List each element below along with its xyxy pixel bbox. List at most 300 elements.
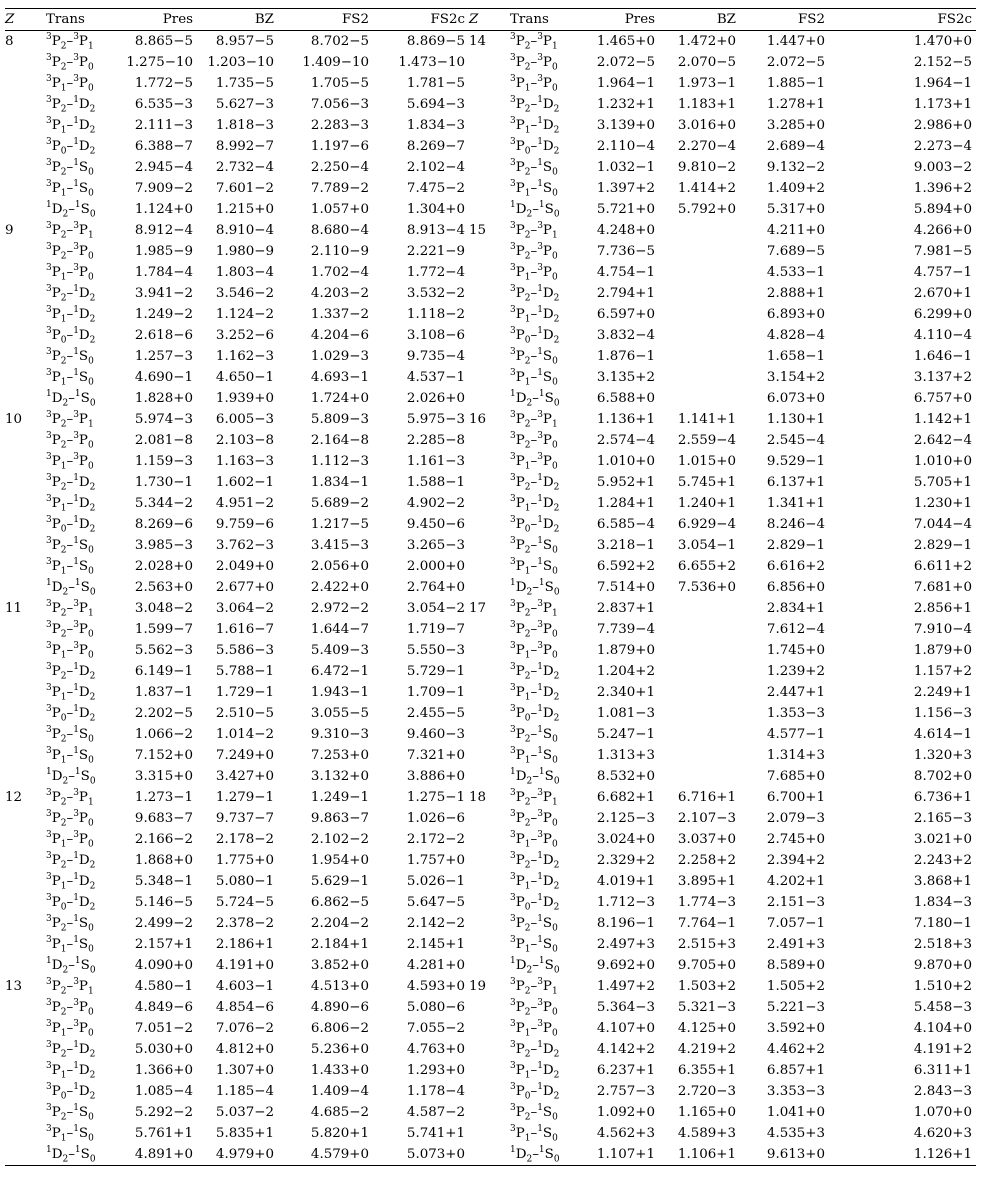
bz-value: 5.788−1 xyxy=(215,664,274,679)
transition-dash: – xyxy=(530,139,538,154)
multiplicity-upper: 3 xyxy=(510,661,516,672)
transition-label xyxy=(44,1144,114,1166)
z-cell xyxy=(5,262,44,283)
transition-label xyxy=(508,1081,576,1102)
pres-value: 5.030+0 xyxy=(134,1042,193,1057)
bz-value: 7.249+0 xyxy=(215,748,274,763)
transition-dash: – xyxy=(530,349,538,364)
fs2-value: 2.072−5 xyxy=(766,55,825,70)
transition-dash: – xyxy=(66,97,74,112)
j-lower: 0 xyxy=(551,629,558,640)
term-lower: P xyxy=(78,811,88,826)
j-upper: 1 xyxy=(60,1070,67,1081)
transition-dash: – xyxy=(530,118,538,133)
z-cell xyxy=(5,829,44,850)
transition-label xyxy=(508,745,576,766)
transition-label xyxy=(44,430,114,451)
term-upper: P xyxy=(51,1126,61,1141)
multiplicity-lower: 1 xyxy=(537,682,543,693)
multiplicity-upper: 1 xyxy=(510,388,516,399)
j-upper: 2 xyxy=(524,860,531,871)
transition-label xyxy=(44,493,114,514)
z-cell xyxy=(5,325,44,346)
fs2-value: 1.112−3 xyxy=(310,454,369,469)
transition-label xyxy=(44,598,114,619)
bz-value: 6.355+1 xyxy=(677,1063,736,1078)
multiplicity-lower: 3 xyxy=(73,430,79,441)
multiplicity-lower: 1 xyxy=(73,325,79,336)
z-cell xyxy=(5,136,44,157)
transition-dash: – xyxy=(530,664,538,679)
j-lower: 0 xyxy=(552,944,558,955)
pres-value: 8.269−6 xyxy=(134,517,193,532)
j-lower: 2 xyxy=(89,902,96,913)
j-lower: 1 xyxy=(551,419,558,430)
fs2c-value: 4.281+0 xyxy=(406,958,465,973)
z-cell xyxy=(469,955,508,976)
pres-value: 1.599−7 xyxy=(134,622,193,637)
bz-value: 3.252−6 xyxy=(215,328,274,343)
z-cell xyxy=(469,241,508,262)
j-lower: 0 xyxy=(552,734,558,745)
z-cell xyxy=(469,871,508,892)
z-cell xyxy=(5,892,44,913)
multiplicity-upper: 3 xyxy=(46,157,52,168)
table-row xyxy=(5,556,976,577)
multiplicity-lower: 3 xyxy=(537,220,543,231)
multiplicity-upper: 3 xyxy=(46,829,52,840)
multiplicity-lower: 1 xyxy=(537,535,543,546)
term-lower: P xyxy=(78,244,88,259)
multiplicity-upper: 3 xyxy=(46,283,52,294)
term-lower: S xyxy=(542,160,553,175)
j-upper: 2 xyxy=(524,797,531,808)
pres-value: 8.865−5 xyxy=(134,34,193,49)
transition-label xyxy=(508,430,576,451)
transition-label xyxy=(508,892,576,913)
bz-value xyxy=(659,346,740,367)
z-cell xyxy=(469,514,508,535)
j-upper: 2 xyxy=(60,608,67,619)
fs2-column-header: FS2 xyxy=(798,12,825,27)
transition-dash: – xyxy=(530,538,538,553)
transition-dash: – xyxy=(530,1021,538,1036)
j-upper: 0 xyxy=(524,146,531,157)
fs2-value: 7.685+0 xyxy=(766,769,825,784)
term-lower: S xyxy=(542,349,553,364)
bz-value xyxy=(659,262,740,283)
j-lower: 0 xyxy=(89,1154,96,1165)
transition-label xyxy=(508,493,576,514)
z-cell xyxy=(5,514,44,535)
j-upper: 2 xyxy=(60,986,67,997)
multiplicity-upper: 3 xyxy=(510,514,516,525)
fs2-value: 5.221−3 xyxy=(766,1000,825,1015)
multiplicity-lower: 3 xyxy=(537,52,543,63)
term-lower: D xyxy=(78,664,90,679)
bz-value: 1.735−5 xyxy=(215,76,274,91)
bz-value: 1.775+0 xyxy=(215,853,274,868)
fs2c-value: 2.273−4 xyxy=(913,139,972,154)
transition-label xyxy=(508,367,576,388)
transition-dash: – xyxy=(66,874,74,889)
term-upper: P xyxy=(51,1084,61,1099)
multiplicity-upper: 1 xyxy=(46,1144,52,1155)
z-cell xyxy=(5,157,44,178)
j-upper: 2 xyxy=(524,440,531,451)
bz-value: 2.378−2 xyxy=(215,916,274,931)
fs2c-value: 3.054−2 xyxy=(406,601,465,616)
j-lower: 2 xyxy=(553,125,560,136)
transition-label xyxy=(508,976,576,997)
j-upper: 2 xyxy=(526,1154,533,1165)
term-lower: D xyxy=(542,853,554,868)
bz-column-header: BZ xyxy=(716,12,736,27)
z-cell xyxy=(5,73,44,94)
term-upper: P xyxy=(51,370,61,385)
term-lower: D xyxy=(542,1063,554,1078)
fs2-value: 1.353−3 xyxy=(766,706,825,721)
z-cell xyxy=(5,283,44,304)
pres-value: 1.273−1 xyxy=(134,790,193,805)
transition-dash: – xyxy=(68,769,75,784)
term-upper: P xyxy=(51,349,61,364)
j-upper: 1 xyxy=(60,125,67,136)
term-upper: P xyxy=(51,538,61,553)
term-lower: S xyxy=(544,958,554,973)
j-upper: 1 xyxy=(60,461,67,472)
bz-value xyxy=(659,283,740,304)
j-lower: 0 xyxy=(88,944,94,955)
j-upper: 2 xyxy=(526,209,533,220)
multiplicity-upper: 3 xyxy=(510,1102,516,1113)
multiplicity-lower: 1 xyxy=(537,283,543,294)
term-upper: P xyxy=(51,895,61,910)
pres-value: 2.072−5 xyxy=(596,55,655,70)
multiplicity-lower: 3 xyxy=(73,976,79,987)
transition-label xyxy=(44,472,114,493)
fs2-value: 5.689−2 xyxy=(310,496,369,511)
transition-label xyxy=(508,451,576,472)
bz-value: 7.536+0 xyxy=(677,580,736,595)
multiplicity-lower: 1 xyxy=(537,493,543,504)
j-lower: 2 xyxy=(89,335,96,346)
transition-label xyxy=(508,556,576,577)
fs2-value: 4.890−6 xyxy=(310,1000,369,1015)
multiplicity-upper: 1 xyxy=(46,577,52,588)
multiplicity-lower: 1 xyxy=(537,94,543,105)
fs2c-value: 1.142+1 xyxy=(913,412,972,427)
bz-value: 1.240+1 xyxy=(677,496,736,511)
pres-value: 8.912−4 xyxy=(134,223,193,238)
pres-value: 6.535−3 xyxy=(134,97,193,112)
table-row xyxy=(5,619,976,640)
fs2-value: 1.337−2 xyxy=(310,307,369,322)
pres-value: 5.974−3 xyxy=(134,412,193,427)
multiplicity-upper: 1 xyxy=(510,199,516,210)
bz-value: 1.203−10 xyxy=(207,55,274,70)
multiplicity-upper: 1 xyxy=(46,199,52,210)
multiplicity-lower: 1 xyxy=(73,1039,79,1050)
fs2c-value: 1.156−3 xyxy=(913,706,972,721)
j-lower: 0 xyxy=(87,818,94,829)
fs2-value: 5.820+1 xyxy=(310,1126,369,1141)
term-upper: P xyxy=(51,727,61,742)
bz-value: 8.992−7 xyxy=(215,139,274,154)
bz-value xyxy=(659,745,740,766)
fs2c-value: 1.320+3 xyxy=(913,748,972,763)
multiplicity-lower: 1 xyxy=(73,535,79,546)
j-upper: 2 xyxy=(524,419,531,430)
multiplicity-lower: 1 xyxy=(537,745,543,756)
bz-value: 5.627−3 xyxy=(215,97,274,112)
bz-value: 1.774−3 xyxy=(677,895,736,910)
pres-value: 2.110−4 xyxy=(596,139,655,154)
term-lower: P xyxy=(78,76,88,91)
multiplicity-upper: 3 xyxy=(46,703,52,714)
multiplicity-upper: 3 xyxy=(46,1060,52,1071)
j-lower: 0 xyxy=(553,209,560,220)
multiplicity-lower: 1 xyxy=(537,178,543,189)
fs2c-value: 1.304+0 xyxy=(406,202,465,217)
pres-value: 7.909−2 xyxy=(134,181,193,196)
fs2-value: 7.689−5 xyxy=(766,244,825,259)
multiplicity-upper: 3 xyxy=(46,598,52,609)
j-upper: 2 xyxy=(60,629,67,640)
z-column-header: Z xyxy=(5,12,15,27)
j-lower: 0 xyxy=(552,188,558,199)
fs2-value: 2.164−8 xyxy=(310,433,369,448)
term-lower: P xyxy=(542,454,552,469)
j-lower: 2 xyxy=(553,671,560,682)
pres-value: 5.247−1 xyxy=(596,727,655,742)
multiplicity-lower: 3 xyxy=(537,241,543,252)
z-cell xyxy=(469,913,508,934)
bz-value: 1.183+1 xyxy=(677,97,736,112)
multiplicity-upper: 3 xyxy=(46,1081,52,1092)
transition-dash: – xyxy=(530,1105,538,1120)
transition-dash: – xyxy=(66,76,74,91)
j-lower: 1 xyxy=(87,797,94,808)
term-lower: P xyxy=(78,454,88,469)
fs2c-value: 1.510+2 xyxy=(913,979,972,994)
term-upper: P xyxy=(51,748,61,763)
j-lower: 2 xyxy=(89,692,96,703)
multiplicity-lower: 1 xyxy=(73,934,79,945)
term-upper: P xyxy=(515,601,525,616)
j-upper: 1 xyxy=(60,503,67,514)
term-lower: P xyxy=(542,622,552,637)
j-lower: 2 xyxy=(89,146,96,157)
j-upper: 2 xyxy=(524,818,531,829)
multiplicity-upper: 3 xyxy=(510,220,516,231)
bz-value: 1.015+0 xyxy=(677,454,736,469)
bz-value: 1.472+0 xyxy=(677,34,736,49)
fs2c-value: 1.470+0 xyxy=(913,34,972,49)
j-lower: 0 xyxy=(87,272,94,283)
bz-value: 3.016+0 xyxy=(677,118,736,133)
term-lower: P xyxy=(78,265,88,280)
multiplicity-lower: 1 xyxy=(73,892,79,903)
fs2c-value: 4.620+3 xyxy=(913,1126,972,1141)
transition-label xyxy=(508,1060,576,1081)
multiplicity-upper: 3 xyxy=(46,325,52,336)
pres-value: 1.712−3 xyxy=(596,895,655,910)
bz-value: 2.070−5 xyxy=(677,55,736,70)
multiplicity-lower: 1 xyxy=(537,703,543,714)
fs2-value: 1.029−3 xyxy=(310,349,369,364)
term-lower: P xyxy=(542,433,552,448)
bz-value: 2.559−4 xyxy=(677,433,736,448)
term-upper: P xyxy=(515,139,525,154)
j-lower: 0 xyxy=(552,923,558,934)
fs2c-value: 2.642−4 xyxy=(913,433,972,448)
term-upper: D xyxy=(51,391,63,406)
term-upper: P xyxy=(515,832,525,847)
bz-value: 4.589+3 xyxy=(677,1126,736,1141)
pres-value: 1.232+1 xyxy=(596,97,655,112)
table-row xyxy=(5,493,976,514)
multiplicity-lower: 1 xyxy=(538,1144,545,1155)
transition-label xyxy=(508,31,576,53)
j-lower: 2 xyxy=(553,146,560,157)
pres-value: 1.159−3 xyxy=(134,454,193,469)
pres-value: 1.772−5 xyxy=(134,76,193,91)
z-cell xyxy=(469,640,508,661)
transition-dash: – xyxy=(66,223,74,238)
fs2c-value: 1.396+2 xyxy=(913,181,972,196)
z-cell xyxy=(469,1060,508,1081)
j-upper: 2 xyxy=(60,482,67,493)
term-lower: D xyxy=(78,139,90,154)
term-lower: D xyxy=(78,685,90,700)
bz-value: 4.191+0 xyxy=(215,958,274,973)
z-cell xyxy=(5,766,44,787)
z-cell: 15 xyxy=(469,223,487,238)
pres-value: 3.315+0 xyxy=(134,769,193,784)
j-upper: 2 xyxy=(60,167,67,178)
transition-dash: – xyxy=(530,181,538,196)
fs2-value: 6.806−2 xyxy=(310,1021,369,1036)
term-upper: P xyxy=(51,1000,61,1015)
table-row xyxy=(5,808,976,829)
fs2c-value: 7.180−1 xyxy=(913,916,972,931)
j-lower: 0 xyxy=(552,566,558,577)
bz-column-header: BZ xyxy=(254,12,274,27)
transition-dash: – xyxy=(66,685,74,700)
table-row xyxy=(5,703,976,724)
transition-dash: – xyxy=(68,580,75,595)
bz-value: 5.586−3 xyxy=(215,643,274,658)
term-lower: D xyxy=(78,1063,90,1078)
fs2c-value: 6.757+0 xyxy=(913,391,972,406)
j-upper: 2 xyxy=(524,1007,531,1018)
pres-value: 6.682+1 xyxy=(596,790,655,805)
multiplicity-lower: 1 xyxy=(74,955,81,966)
fs2-value: 6.893+0 xyxy=(766,307,825,322)
multiplicity-upper: 1 xyxy=(510,1144,516,1155)
transition-dash: – xyxy=(66,937,74,952)
multiplicity-upper: 3 xyxy=(46,640,52,651)
transition-dash: – xyxy=(530,916,538,931)
transition-dash: – xyxy=(530,937,538,952)
j-lower: 2 xyxy=(553,293,560,304)
pres-value: 5.721+0 xyxy=(596,202,655,217)
transition-label xyxy=(508,1144,576,1166)
j-lower: 2 xyxy=(553,314,560,325)
term-upper: P xyxy=(515,706,525,721)
fs2-value: 6.616+2 xyxy=(766,559,825,574)
term-lower: P xyxy=(542,223,552,238)
z-cell xyxy=(5,745,44,766)
fs2c-value: 2.152−5 xyxy=(913,55,972,70)
term-lower: D xyxy=(542,475,554,490)
transition-label xyxy=(44,220,114,241)
z-cell xyxy=(469,1081,508,1102)
multiplicity-upper: 3 xyxy=(510,157,516,168)
pres-value: 1.284+1 xyxy=(596,496,655,511)
j-upper: 2 xyxy=(62,776,69,787)
multiplicity-upper: 3 xyxy=(46,997,52,1008)
j-upper: 2 xyxy=(524,41,531,52)
pres-value: 2.340+1 xyxy=(596,685,655,700)
table-row xyxy=(5,661,976,682)
multiplicity-lower: 1 xyxy=(73,94,79,105)
table-row xyxy=(5,1123,976,1144)
j-upper: 2 xyxy=(524,167,531,178)
transition-label xyxy=(44,178,114,199)
table-row xyxy=(5,178,976,199)
transition-label xyxy=(508,472,576,493)
transition-label xyxy=(44,1081,114,1102)
multiplicity-lower: 3 xyxy=(73,829,79,840)
fs2-value: 4.828−4 xyxy=(766,328,825,343)
fs2-value: 6.073+0 xyxy=(766,391,825,406)
multiplicity-upper: 3 xyxy=(510,745,516,756)
j-upper: 2 xyxy=(60,356,67,367)
term-lower: D xyxy=(542,664,554,679)
table-row xyxy=(5,325,976,346)
z-cell: 19 xyxy=(469,979,487,994)
table-row xyxy=(5,1060,976,1081)
j-upper: 1 xyxy=(60,377,67,388)
term-upper: P xyxy=(515,1126,525,1141)
term-lower: S xyxy=(544,1147,554,1162)
bz-value xyxy=(659,367,740,388)
term-lower: S xyxy=(80,202,90,217)
term-lower: D xyxy=(78,706,90,721)
table-row xyxy=(5,472,976,493)
term-lower: P xyxy=(78,790,88,805)
term-upper: P xyxy=(51,643,61,658)
transition-label xyxy=(44,31,114,53)
trans-column-header: Trans xyxy=(510,12,549,27)
multiplicity-upper: 3 xyxy=(46,871,52,882)
term-lower: P xyxy=(78,55,88,70)
bz-value: 1.973−1 xyxy=(677,76,736,91)
fs2-value: 1.705−5 xyxy=(310,76,369,91)
j-lower: 2 xyxy=(89,104,96,115)
pres-value: 4.562+3 xyxy=(596,1126,655,1141)
multiplicity-upper: 3 xyxy=(46,850,52,861)
transition-dash: – xyxy=(530,979,538,994)
pres-value: 6.237+1 xyxy=(596,1063,655,1078)
j-upper: 0 xyxy=(524,335,531,346)
multiplicity-lower: 1 xyxy=(73,661,79,672)
bz-value xyxy=(659,724,740,745)
fs2c-value: 1.026−6 xyxy=(406,811,465,826)
multiplicity-upper: 3 xyxy=(510,787,516,798)
